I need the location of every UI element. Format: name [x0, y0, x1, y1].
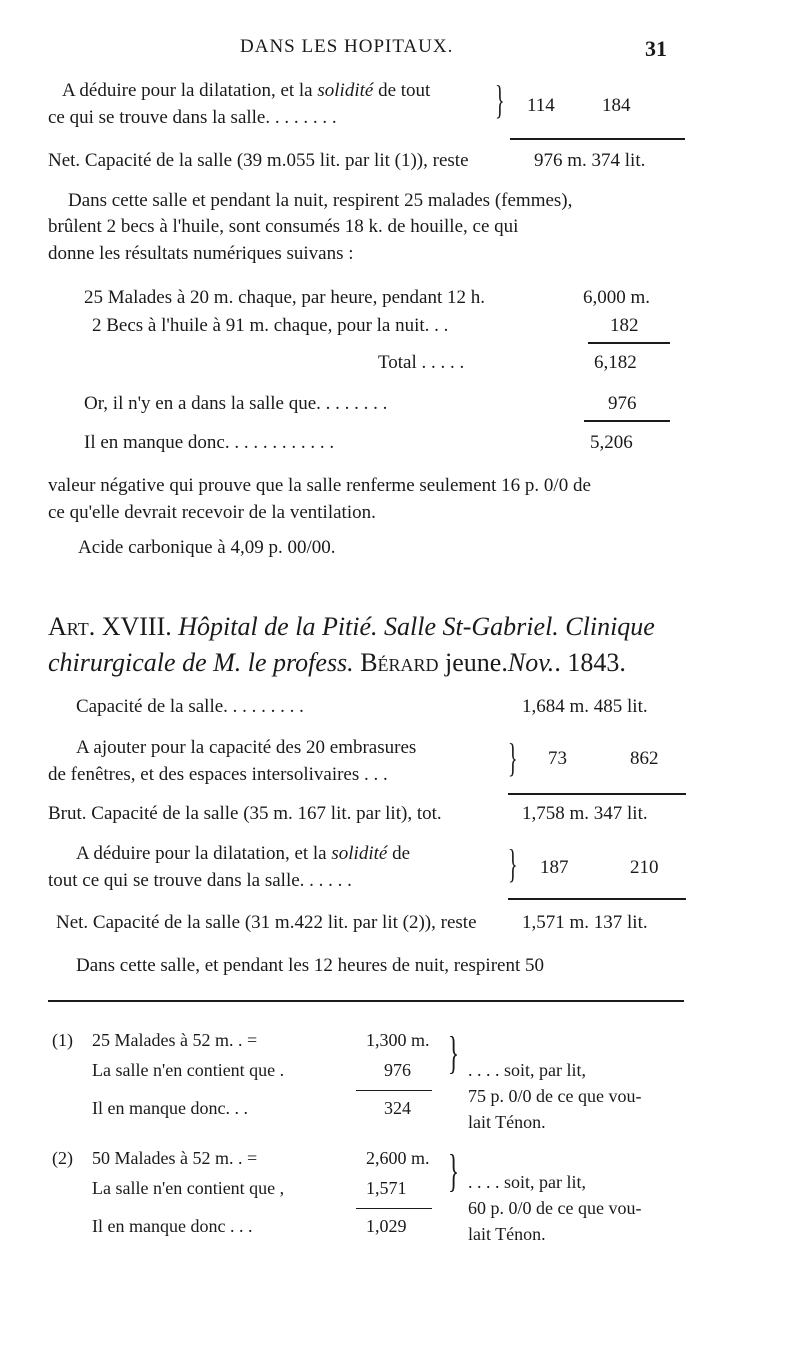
brace: } — [508, 735, 518, 780]
deduct-line-2: ce qui se trouve dans la salle. . . . . . . . — [48, 107, 337, 128]
para-line-2: brûlent 2 becs à l'huile, sont consumés 18 k. de houille, ce qui — [48, 216, 519, 237]
or-value: 976 — [608, 393, 637, 414]
manque-value: 5,206 — [590, 432, 633, 453]
sum-rule — [508, 793, 686, 795]
footnote-1-line-2: La salle n'en contient que . — [92, 1060, 285, 1080]
capacity-line: Capacité de la salle. . . . . . . . . — [76, 696, 304, 717]
article-title-line-2: chirurgicale de M. le profess. Bérard jeune.Nov.. 1843. — [48, 648, 626, 677]
footnote-separator — [48, 1000, 684, 1002]
total-label: Total . . . . . — [378, 352, 465, 373]
deduct-value-2: 210 — [630, 857, 659, 878]
ajouter-line-1: A ajouter pour la capacité des 20 embrasures — [76, 737, 417, 758]
ajouter-value-1: 73 — [548, 748, 567, 769]
brace: } — [448, 1027, 460, 1078]
net-capacity-value: 1,571 m. 137 lit. — [522, 912, 648, 933]
deduct-value-1: 114 — [527, 95, 555, 116]
ajouter-line-2: de fenêtres, et des espaces intersolivaires . . . — [48, 764, 388, 785]
footnote-2-line-3: Il en manque donc . . . — [92, 1216, 253, 1236]
net-capacity-line: Net. Capacité de la salle (39 m.055 lit. par lit (1)), reste — [48, 150, 469, 171]
footnote-1-value-2: 976 — [384, 1060, 411, 1080]
deduct-line-1: A déduire pour la dilatation, et la solidité de tout — [62, 80, 431, 101]
sum-rule — [510, 138, 685, 140]
sum-rule — [584, 420, 670, 422]
acide-line: Acide carbonique à 4,09 p. 00/00. — [78, 537, 336, 558]
footnote-2-value-1: 2,600 m. — [366, 1148, 430, 1168]
sum-rule — [588, 342, 670, 344]
deduct-value-1: 187 — [540, 857, 569, 878]
footnote-1-line-1: 25 Malades à 52 m. . = — [92, 1030, 258, 1050]
negative-line-2: ce qu'elle devrait recevoir de la ventilation. — [48, 502, 376, 523]
footnote-2-line-1: 50 Malades à 52 m. . = — [92, 1148, 258, 1168]
net-capacity-value: 976 m. 374 lit. — [534, 150, 646, 171]
footnote-1-line-3: Il en manque donc. . . — [92, 1098, 248, 1118]
para-line-1: Dans cette salle et pendant la nuit, respirent 25 malades (femmes), — [68, 190, 573, 211]
brace: } — [508, 841, 518, 886]
deduct-value-2: 184 — [602, 95, 631, 116]
page-number: 31 — [645, 36, 667, 61]
footnote-1-right-2: 75 p. 0/0 de ce que vou- — [468, 1086, 642, 1106]
article-title-line-1: Art. XVIII. Hôpital de la Pitié. Salle St-Gabriel. Clinique — [48, 612, 655, 641]
brace: } — [495, 77, 505, 122]
deduct-line-2: tout ce qui se trouve dans la salle. . . . . . — [48, 870, 352, 891]
footnote-1-right-1: . . . . soit, par lit, — [468, 1060, 586, 1080]
sum-rule — [508, 898, 686, 900]
para-line-3: donne les résultats numériques suivans : — [48, 243, 354, 264]
sum-rule — [356, 1208, 432, 1209]
footnote-2-value-3: 1,029 — [366, 1216, 407, 1236]
brace: } — [448, 1145, 460, 1196]
calc-value-becs: 182 — [610, 315, 639, 336]
footnote-2-right-1: . . . . soit, par lit, — [468, 1172, 586, 1192]
footnote-mark-2: (2) — [52, 1148, 73, 1168]
para-line-1: Dans cette salle, et pendant les 12 heures de nuit, respirent 50 — [76, 955, 544, 976]
brut-value: 1,758 m. 347 lit. — [522, 803, 648, 824]
total-value: 6,182 — [594, 352, 637, 373]
deduct-line-1: A déduire pour la dilatation, et la solidité de — [76, 843, 411, 864]
footnote-2-value-2: 1,571 — [366, 1178, 407, 1198]
running-title: DANS LES HOPITAUX. — [240, 36, 454, 57]
calc-line-malades: 25 Malades à 20 m. chaque, par heure, pendant 12 h. — [84, 287, 485, 308]
footnote-2-right-3: lait Ténon. — [468, 1224, 546, 1244]
footnote-2-line-2: La salle n'en contient que , — [92, 1178, 285, 1198]
manque-line: Il en manque donc. . . . . . . . . . . . — [84, 432, 335, 453]
footnote-1-value-3: 324 — [384, 1098, 411, 1118]
footnote-1-right-3: lait Ténon. — [468, 1112, 546, 1132]
footnote-1-value-1: 1,300 m. — [366, 1030, 430, 1050]
sum-rule — [356, 1090, 432, 1091]
negative-line-1: valeur négative qui prouve que la salle renferme seulement 16 p. 0/0 de — [48, 475, 591, 496]
calc-line-becs: 2 Becs à l'huile à 91 m. chaque, pour la nuit. . . — [92, 315, 449, 336]
ajouter-value-2: 862 — [630, 748, 659, 769]
calc-value-malades: 6,000 m. — [583, 287, 651, 308]
or-line: Or, il n'y en a dans la salle que. . . . . . . . — [84, 393, 388, 414]
capacity-value: 1,684 m. 485 lit. — [522, 696, 648, 717]
net-capacity-line: Net. Capacité de la salle (31 m.422 lit. par lit (2)), reste — [56, 912, 477, 933]
footnote-mark-1: (1) — [52, 1030, 73, 1050]
footnote-2-right-2: 60 p. 0/0 de ce que vou- — [468, 1198, 642, 1218]
brut-line: Brut. Capacité de la salle (35 m. 167 lit. par lit), tot. — [48, 803, 442, 824]
